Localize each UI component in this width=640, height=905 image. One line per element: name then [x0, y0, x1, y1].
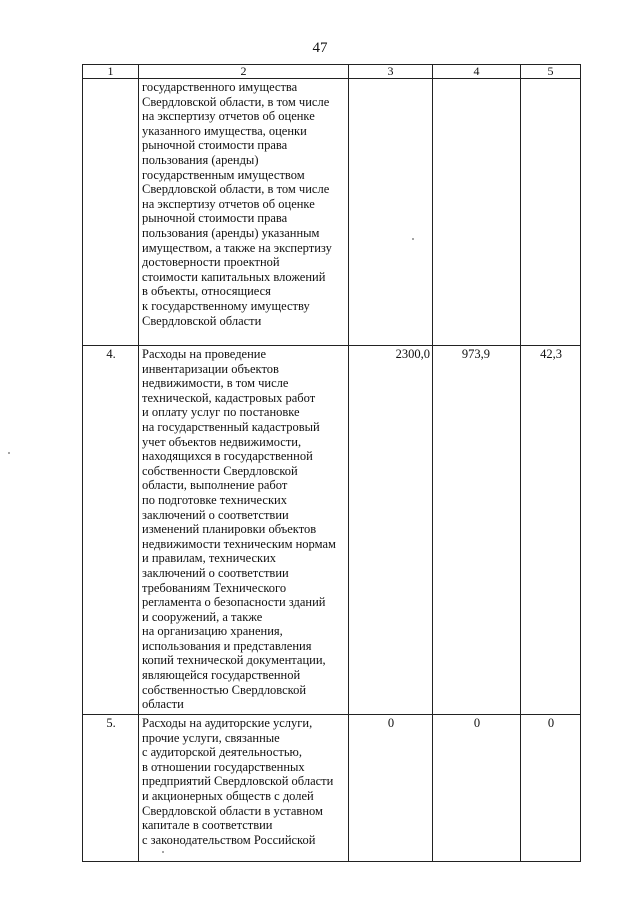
column-header: 3	[349, 65, 433, 79]
row-value-col5: 42,3	[521, 346, 581, 715]
table-row	[83, 346, 581, 715]
column-header: 1	[83, 65, 139, 79]
budget-table	[82, 64, 581, 862]
column-header: 4	[433, 65, 521, 79]
row-value-col3	[349, 79, 433, 346]
table-header-row	[83, 65, 581, 79]
row-number: 5.	[83, 715, 139, 862]
row-number: 4.	[83, 346, 139, 715]
column-header: 2	[139, 65, 349, 79]
row-value-col5	[521, 79, 581, 346]
scan-speck	[412, 238, 414, 240]
table-row	[83, 715, 581, 862]
table-row	[83, 79, 581, 346]
row-value-col4	[433, 79, 521, 346]
row-value-col3: 2300,0	[349, 346, 433, 715]
row-number	[83, 79, 139, 346]
row-value-col3: 0	[349, 715, 433, 862]
row-description: государственного имущества Свердловской области, в том числе на экспертизу отчетов об оценке указанного имущества, оценки рыночной стоимости права пользования (аренды) государственным имуществом Свердловской области, в том числе на экспертизу отчетов об оценке рыночной стоимости права пользования (аренды) указанным имуществом, а также на экспертизу достоверности проектной стоимости капитальных вложений в объекты, относящиеся к государственному имуществу Свердловской области	[139, 79, 349, 346]
page-number: 47	[312, 40, 328, 56]
scan-speck	[162, 851, 164, 853]
scan-speck	[8, 452, 10, 454]
column-header: 5	[521, 65, 581, 79]
row-value-col5: 0	[521, 715, 581, 862]
row-value-col4: 973,9	[433, 346, 521, 715]
row-value-col4: 0	[433, 715, 521, 862]
row-description: Расходы на аудиторские услуги, прочие услуги, связанные с аудиторской деятельностью, в отношении государственных предприятий Свердловской области и акционерных обществ с долей Свердловской области в уставном капитале в соответствии с законодательством Российской	[139, 715, 349, 862]
row-description: Расходы на проведение инвентаризации объектов недвижимости, в том числе технической, кадастровых работ и оплату услуг по постановке на государственный кадастровый учет объектов недвижимости, находящихся в государственной собственности Свердловской области, выполнение работ по подготовке технических заключений о соответствии изменений планировки объектов недвижимости техническим нормам и правилам, технических заключений о соответствии требованиям Технического регламента о безопасности зданий и сооружений, а также на организацию хранения, использования и представления копий технической документации, являющейся государственной собственностью Свердловской области	[139, 346, 349, 715]
